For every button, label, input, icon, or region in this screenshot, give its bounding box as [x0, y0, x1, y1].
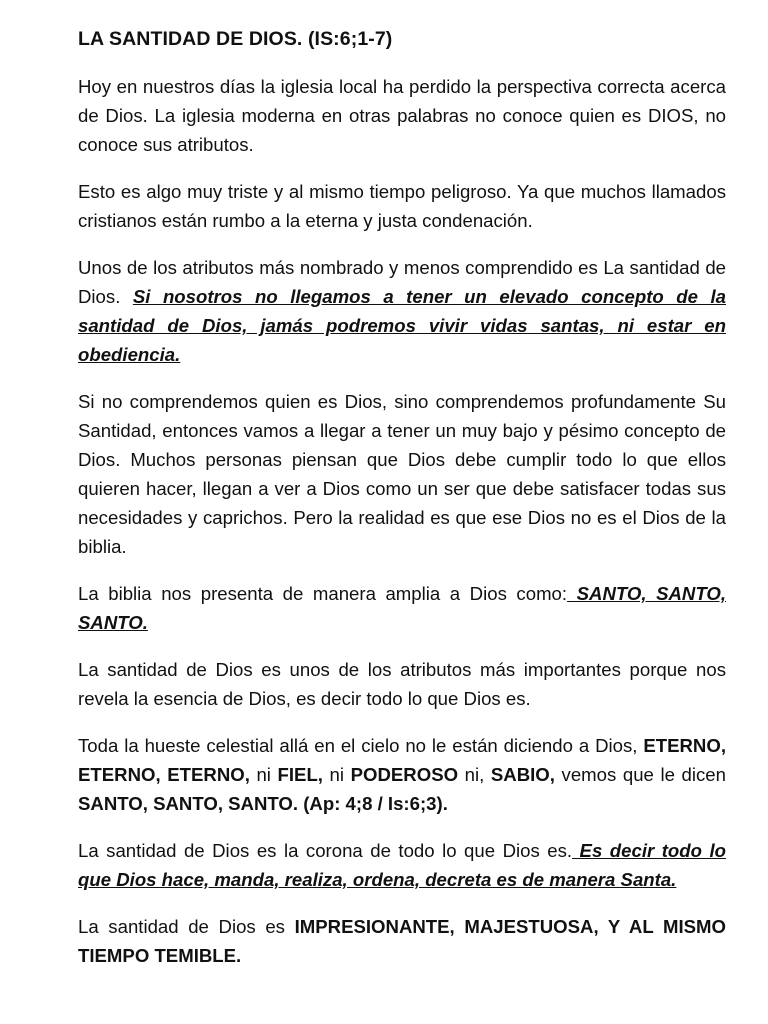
paragraph-2: Esto es algo muy triste y al mismo tiempo peligroso. Ya que muchos llamados cristianos están rumbo a la eterna y justa condenación.	[78, 181, 726, 231]
paragraph-6: La santidad de Dios es unos de los atributos más importantes porque nos revela la esencia de Dios, es decir todo lo que Dios es.	[78, 659, 726, 709]
paragraph-7-text-1: Toda la hueste celestial allá en el cielo no le están diciendo a Dios,	[78, 735, 644, 756]
document-title: LA SANTIDAD DE DIOS. (IS:6;1-7)	[78, 28, 393, 50]
paragraph-7-text-4: ni,	[458, 764, 491, 785]
paragraph-5	[78, 579, 726, 637]
paragraph-3	[78, 253, 726, 369]
paragraph-9-bold: IMPRESIONANTE, MAJESTUOSA, Y AL MISMO TIEMPO TEMIBLE.	[78, 916, 726, 966]
paragraph-8	[78, 836, 726, 894]
paragraph-1: Hoy en nuestros días la iglesia local ha perdido la perspectiva correcta acerca de Dios. La iglesia moderna en otras palabras no conoce quien es DIOS, no conoce sus atributos.	[78, 76, 726, 155]
paragraph-7-bold-3: PODEROSO	[350, 764, 459, 785]
paragraph-7	[78, 731, 726, 818]
paragraph-4: Si no comprendemos quien es Dios, sino comprendemos profundamente Su Santidad, entonces vamos a llegar a tener un muy bajo y pésimo concepto de Dios. Muchos personas piensan que Dios debe cumplir todo lo que ellos quieren hacer, llegan a ver a Dios como un ser que debe satisfacer todas sus necesidades y caprichos. Pero la realidad es que ese Dios no es el Dios de la biblia.	[78, 391, 726, 557]
paragraph-7-text-5: vemos que le dicen	[554, 764, 726, 785]
paragraph-5-emphasis: SANTO, SANTO, SANTO.	[78, 583, 726, 633]
paragraph-7-bold-2: FIEL,	[277, 764, 323, 785]
paragraph-7-text-2: ni	[249, 764, 278, 785]
paragraph-8-emphasis: Es decir todo lo que Dios hace, manda, realiza, ordena, decreta es de manera Santa.	[78, 840, 726, 890]
paragraph-5-text: La biblia nos presenta de manera amplia a Dios como:	[78, 583, 568, 604]
paragraph-7-bold-5: SANTO, SANTO, SANTO. (Ap: 4;8 / Is:6;3).	[78, 793, 448, 814]
paragraph-7-text-3: ni	[322, 764, 351, 785]
paragraph-8-text: La santidad de Dios es la corona de todo lo que Dios es.	[78, 840, 573, 861]
paragraph-7-bold-4: SABIO,	[490, 764, 555, 785]
paragraph-9	[78, 912, 726, 970]
paragraph-9-text: La santidad de Dios es	[78, 916, 295, 937]
paragraph-7-bold-1: ETERNO, ETERNO, ETERNO,	[78, 735, 726, 785]
paragraph-3-text: Unos de los atributos más nombrado y menos comprendido es La santidad de Dios.	[78, 257, 726, 307]
paragraph-3-emphasis: Si nosotros no llegamos a tener un elevado concepto de la santidad de Dios, jamás podremos vivir vidas santas, ni estar en obediencia.	[78, 286, 726, 365]
